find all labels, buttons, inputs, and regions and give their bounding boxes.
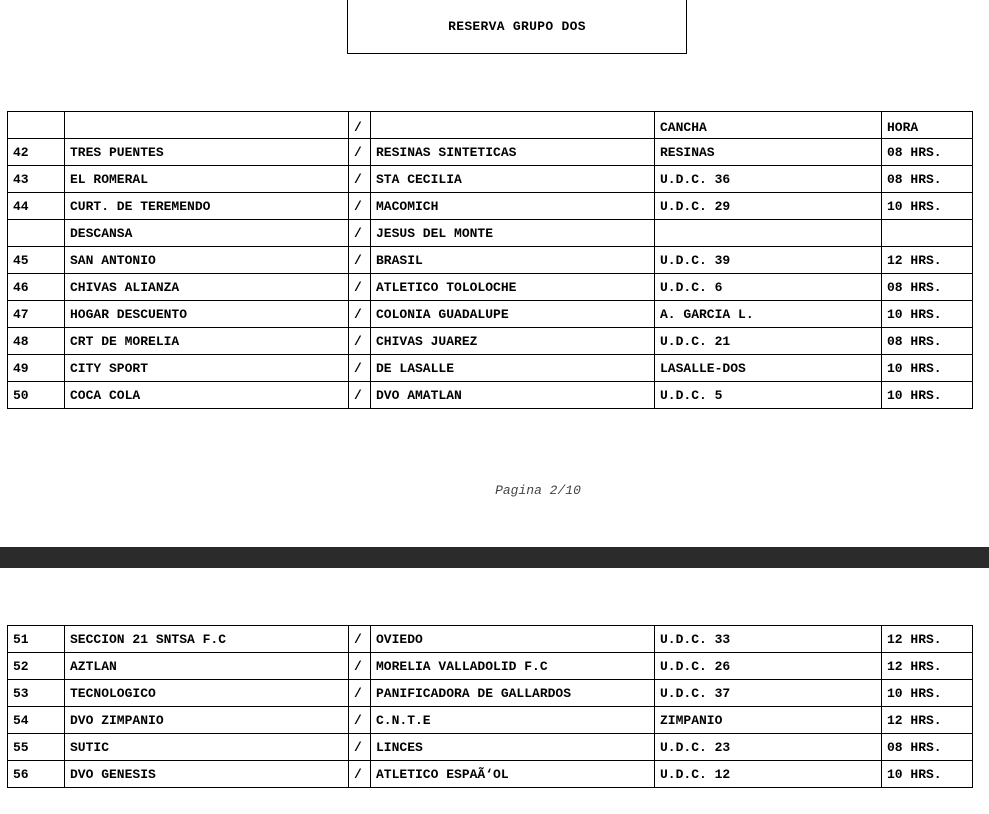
- away-team: CHIVAS JUAREZ: [371, 328, 655, 355]
- table-row: [8, 355, 973, 382]
- home-team: HOGAR DESCUENTO: [65, 301, 349, 328]
- away-team: LINCES: [371, 734, 655, 761]
- field-name: U.D.C. 21: [655, 328, 882, 355]
- field-name: U.D.C. 5: [655, 382, 882, 409]
- home-team: SECCION 21 SNTSA F.C: [65, 626, 349, 653]
- home-team: DESCANSA: [65, 220, 349, 247]
- away-team: STA CECILIA: [371, 166, 655, 193]
- vs-separator: /: [349, 626, 371, 653]
- home-team: CRT DE MORELIA: [65, 328, 349, 355]
- match-time: 12 HRS.: [882, 707, 973, 734]
- table-row: [8, 382, 973, 409]
- match-number: 46: [8, 274, 65, 301]
- header-row: [8, 112, 973, 139]
- header-time: HORA: [882, 112, 973, 139]
- match-number: [8, 220, 65, 247]
- match-number: 54: [8, 707, 65, 734]
- home-team: TECNOLOGICO: [65, 680, 349, 707]
- match-time: 08 HRS.: [882, 734, 973, 761]
- fixtures-table-page-2: [7, 111, 973, 409]
- home-team: CITY SPORT: [65, 355, 349, 382]
- fixtures-table-page-3: [7, 625, 973, 788]
- field-name: U.D.C. 26: [655, 653, 882, 680]
- field-name: [655, 220, 882, 247]
- table-row: [8, 166, 973, 193]
- home-team: CURT. DE TEREMENDO: [65, 193, 349, 220]
- vs-separator: /: [349, 761, 371, 788]
- field-name: ZIMPANIO: [655, 707, 882, 734]
- vs-separator: /: [349, 680, 371, 707]
- vs-separator: /: [349, 328, 371, 355]
- match-time: 10 HRS.: [882, 193, 973, 220]
- vs-separator: /: [349, 734, 371, 761]
- table-row: [8, 301, 973, 328]
- table-row: [8, 274, 973, 301]
- header-number: [8, 112, 65, 139]
- away-team: JESUS DEL MONTE: [371, 220, 655, 247]
- vs-separator: /: [349, 193, 371, 220]
- group-title: RESERVA GRUPO DOS: [347, 0, 687, 54]
- match-number: 45: [8, 247, 65, 274]
- match-time: 08 HRS.: [882, 328, 973, 355]
- vs-separator: /: [349, 301, 371, 328]
- match-time: 10 HRS.: [882, 761, 973, 788]
- vs-separator: /: [349, 274, 371, 301]
- match-number: 55: [8, 734, 65, 761]
- header-vs: /: [349, 112, 371, 139]
- match-time: 08 HRS.: [882, 274, 973, 301]
- match-number: 50: [8, 382, 65, 409]
- table-row: [8, 761, 973, 788]
- match-time: 08 HRS.: [882, 166, 973, 193]
- page-indicator: Pagina 2/10: [495, 483, 581, 498]
- vs-separator: /: [349, 653, 371, 680]
- away-team: OVIEDO: [371, 626, 655, 653]
- home-team: DVO GENESIS: [65, 761, 349, 788]
- vs-separator: /: [349, 382, 371, 409]
- away-team: MORELIA VALLADOLID F.C: [371, 653, 655, 680]
- field-name: U.D.C. 23: [655, 734, 882, 761]
- match-number: 53: [8, 680, 65, 707]
- home-team: EL ROMERAL: [65, 166, 349, 193]
- table-row: [8, 653, 973, 680]
- away-team: BRASIL: [371, 247, 655, 274]
- table-row: [8, 220, 973, 247]
- field-name: U.D.C. 33: [655, 626, 882, 653]
- match-time: 10 HRS.: [882, 355, 973, 382]
- home-team: SAN ANTONIO: [65, 247, 349, 274]
- field-name: LASALLE-DOS: [655, 355, 882, 382]
- field-name: U.D.C. 36: [655, 166, 882, 193]
- vs-separator: /: [349, 139, 371, 166]
- home-team: AZTLAN: [65, 653, 349, 680]
- header-away: [371, 112, 655, 139]
- vs-separator: /: [349, 355, 371, 382]
- field-name: U.D.C. 12: [655, 761, 882, 788]
- home-team: DVO ZIMPANIO: [65, 707, 349, 734]
- away-team: DVO AMATLAN: [371, 382, 655, 409]
- match-time: 12 HRS.: [882, 247, 973, 274]
- field-name: U.D.C. 6: [655, 274, 882, 301]
- match-number: 51: [8, 626, 65, 653]
- away-team: RESINAS SINTETICAS: [371, 139, 655, 166]
- field-name: U.D.C. 39: [655, 247, 882, 274]
- table-row: [8, 680, 973, 707]
- match-number: 47: [8, 301, 65, 328]
- home-team: CHIVAS ALIANZA: [65, 274, 349, 301]
- match-number: 42: [8, 139, 65, 166]
- field-name: U.D.C. 29: [655, 193, 882, 220]
- away-team: PANIFICADORA DE GALLARDOS: [371, 680, 655, 707]
- away-team: COLONIA GUADALUPE: [371, 301, 655, 328]
- page-separator: [0, 547, 989, 568]
- table-row: [8, 247, 973, 274]
- match-time: 12 HRS.: [882, 626, 973, 653]
- match-time: 10 HRS.: [882, 680, 973, 707]
- match-time: 12 HRS.: [882, 653, 973, 680]
- match-time: 10 HRS.: [882, 382, 973, 409]
- match-number: 52: [8, 653, 65, 680]
- home-team: TRES PUENTES: [65, 139, 349, 166]
- vs-separator: /: [349, 166, 371, 193]
- table-row: [8, 193, 973, 220]
- away-team: ATLETICO TOLOLOCHE: [371, 274, 655, 301]
- header-home: [65, 112, 349, 139]
- away-team: DE LASALLE: [371, 355, 655, 382]
- match-number: 43: [8, 166, 65, 193]
- match-time: [882, 220, 973, 247]
- table-row: [8, 139, 973, 166]
- match-time: 08 HRS.: [882, 139, 973, 166]
- match-number: 56: [8, 761, 65, 788]
- match-time: 10 HRS.: [882, 301, 973, 328]
- match-number: 48: [8, 328, 65, 355]
- table-row: [8, 707, 973, 734]
- table-row: [8, 734, 973, 761]
- table-row: [8, 626, 973, 653]
- away-team: C.N.T.E: [371, 707, 655, 734]
- match-number: 44: [8, 193, 65, 220]
- field-name: U.D.C. 37: [655, 680, 882, 707]
- match-number: 49: [8, 355, 65, 382]
- away-team: MACOMICH: [371, 193, 655, 220]
- field-name: RESINAS: [655, 139, 882, 166]
- vs-separator: /: [349, 707, 371, 734]
- home-team: SUTIC: [65, 734, 349, 761]
- away-team: ATLETICO ESPAÃ‘OL: [371, 761, 655, 788]
- vs-separator: /: [349, 220, 371, 247]
- vs-separator: /: [349, 247, 371, 274]
- header-field: CANCHA: [655, 112, 882, 139]
- field-name: A. GARCIA L.: [655, 301, 882, 328]
- table-row: [8, 328, 973, 355]
- home-team: COCA COLA: [65, 382, 349, 409]
